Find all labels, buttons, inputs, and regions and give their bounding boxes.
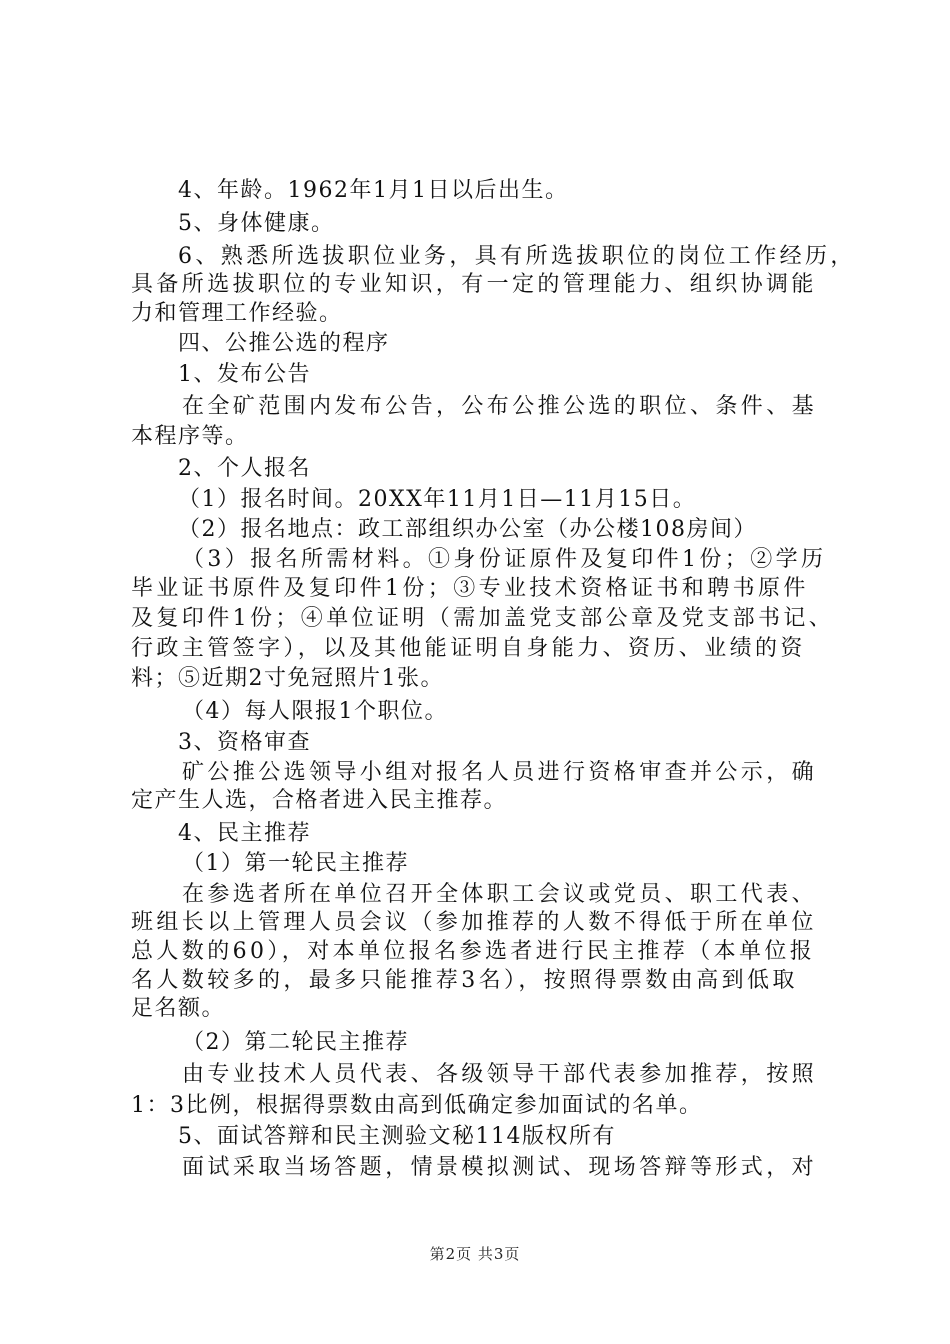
text-line: （4）每人限报1个职位。 [182, 699, 448, 724]
text-line: 总人数的60），对本单位报名参选者进行民主推荐（本单位报 [131, 939, 816, 964]
page-number-footer: 第2页 共3页 [429, 1245, 521, 1263]
text-line: 在全矿范围内发布公告，公布公推公选的职位、条件、基 [182, 394, 818, 419]
text-line: （2）第二轮民主推荐 [182, 1030, 409, 1055]
text-line: 4、年龄。1962年1月1日以后出生。 [178, 178, 569, 203]
text-line: 班组长以上管理人员会议（参加推荐的人数不得低于所在单位 [131, 910, 817, 935]
text-line: 料；⑤近期2寸免冠照片1张。 [131, 666, 444, 691]
text-line: 具备所选拔职位的专业知识，有一定的管理能力、组织协调能 [131, 272, 817, 297]
text-line: 定产生人选，合格者进入民主推荐。 [131, 788, 508, 813]
text-line: 1：3比例，根据得票数由高到低确定参加面试的名单。 [131, 1093, 703, 1118]
text-line: 行政主管签字），以及其他能证明自身能力、资历、业绩的资 [131, 636, 806, 661]
text-line: 面试采取当场答题，情景模拟测试、现场答辩等形式，对 [182, 1155, 818, 1180]
text-line: （3）报名所需材料。①身份证原件及复印件1份；②学历 [182, 547, 827, 572]
text-line: 毕业证书原件及复印件1份；③专业技术资格证书和聘书原件 [131, 576, 809, 601]
text-line: 在参选者所在单位召开全体职工会议或党员、职工代表、 [182, 882, 818, 907]
text-line: 由专业技术人员代表、各级领导干部代表参加推荐，按照 [182, 1062, 818, 1087]
text-line: 矿公推公选领导小组对报名人员进行资格审查并公示，确 [182, 760, 818, 785]
text-line: 足名额。 [131, 996, 226, 1021]
subsection-heading: 1、发布公告 [178, 362, 311, 387]
text-line: 名人数较多的，最多只能推荐3名），按照得票数由高到低取 [131, 968, 798, 993]
text-line: 及复印件1份；④单位证明（需加盖党支部公章及党支部书记、 [131, 606, 835, 631]
text-line: （1）第一轮民主推荐 [182, 851, 409, 876]
text-line: 6、熟悉所选拔职位业务，具有所选拔职位的岗位工作经历， [178, 244, 856, 269]
section-heading: 四、公推公选的程序 [178, 331, 390, 356]
subsection-heading: 2、个人报名 [178, 456, 311, 481]
subsection-heading: 4、民主推荐 [178, 821, 311, 846]
subsection-heading: 3、资格审查 [178, 730, 311, 755]
text-line: 力和管理工作经验。 [131, 301, 343, 326]
text-line: 本程序等。 [131, 424, 249, 449]
text-line: （2）报名地点：政工部组织办公室（办公楼108房间） [178, 517, 757, 542]
text-line: （1）报名时间。20XX年11月1日—11月15日。 [178, 487, 697, 512]
text-line: 5、身体健康。 [178, 211, 335, 236]
subsection-heading: 5、面试答辩和民主测验文秘114版权所有 [178, 1124, 616, 1149]
